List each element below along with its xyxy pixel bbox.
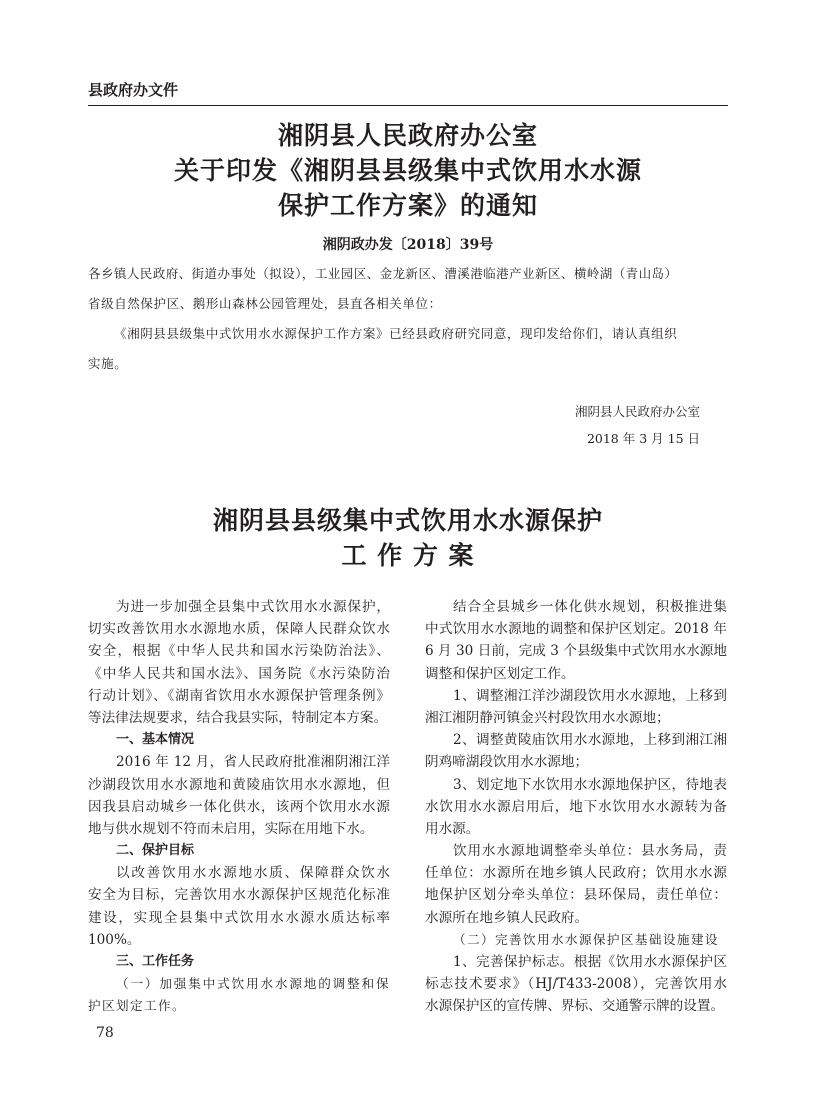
paragraph-line: 以改善饮用水水源地水质、保障群众饮水 xyxy=(116,865,390,882)
header-divider xyxy=(88,105,728,106)
document-number: 湘阴政办发〔2018〕39号 xyxy=(322,237,494,253)
paragraph-line: 2、调整黄陵庙饮用水水源地，上移到湘江湘 xyxy=(453,732,727,749)
paragraph-line: 任单位：水源所在地乡镇人民政府；饮用水水源 xyxy=(425,865,727,882)
paragraph-line: 安全，根据《中华人民共和国水污染防治法》、 xyxy=(88,643,390,660)
notice-title-line-2: 关于印发《湘阴县县级集中式饮用水水源 xyxy=(173,156,642,185)
paragraph-line: （一）加强集中式饮用水水源地的调整和保 xyxy=(116,976,390,992)
paragraph-line: （二）完善饮用水水源保护区基础设施建设 xyxy=(453,931,719,947)
section-heading: 三、工作任务 xyxy=(116,954,195,969)
notice-title-line-1: 湘阴县人民政府办公室 xyxy=(277,121,538,150)
recipients-line-2: 省级自然保护区、鹅形山森林公园管理处，县直各相关单位： xyxy=(88,296,442,311)
section-heading: 一、基本情况 xyxy=(116,732,195,748)
paragraph-line: 《中华人民共和国水法》、国务院《水污染防治 xyxy=(88,665,390,682)
paragraph-line: 地与供水规划不符而未启用，实际在用地下水。 xyxy=(88,820,374,837)
paragraph-line: 2016 年 12 月，省人民政府批准湘阴湘江洋 xyxy=(116,754,390,771)
paragraph-line: 结合全县城乡一体化供水规划，积极推进集 xyxy=(453,599,727,615)
paragraph-line: 为进一步加强全县集中式饮用水水源保护， xyxy=(116,599,390,615)
paragraph-line: 沙湖段饮用水水源地和黄陵庙饮用水水源地，但 xyxy=(88,776,390,793)
paragraph-line: 建设，实现全县集中式饮用水水源水质达标率 xyxy=(88,909,390,926)
plan-title-line-2: 工 作 方 案 xyxy=(341,541,475,570)
left-column xyxy=(88,596,390,1018)
paragraph-line: 1、调整湘江洋沙湖段饮用水水源地，上移到 xyxy=(453,687,727,704)
plan-title-line-1: 湘阴县县级集中式饮用水水源保护 xyxy=(212,506,603,535)
paragraph-line: 水源所在地乡镇人民政府。 xyxy=(425,909,589,926)
paragraph-line: 等法律法规要求，结合我县实际，特制定本方案。 xyxy=(88,709,388,726)
paragraph-line: 行动计划》、《湖南省饮用水水源保护管理条例》 xyxy=(88,687,390,704)
page-number: 78 xyxy=(96,1025,114,1041)
paragraph-line: 中式饮用水水源地的调整和保护区划定。2018 年 xyxy=(425,621,727,638)
paragraph-line: 因我县启动城乡一体化供水，该两个饮用水水源 xyxy=(88,798,390,815)
paragraph-line: 水源保护区的宣传牌、界标、交通警示牌的设置。 xyxy=(425,998,725,1015)
paragraph-line: 安全为目标，完善饮用水水源保护区规范化标准 xyxy=(88,887,390,904)
section-header: 县政府办文件 xyxy=(88,81,179,99)
notice-body-line-1: 《湘阴县县级集中式饮用水水源保护工作方案》已经县政府研究同意，现印发给你们，请认真组织 xyxy=(114,326,678,341)
paragraph-line: 100%。 xyxy=(88,931,141,948)
notice-body-line-2: 实施。 xyxy=(88,356,128,371)
paragraph-line: 调整和保护区划定工作。 xyxy=(425,665,575,682)
paragraph-line: 6 月 30 日前，完成 3 个县级集中式饮用水水源地 xyxy=(425,643,727,660)
paragraph-line: 用水源。 xyxy=(425,820,480,837)
signature: 湘阴县人民政府办公室 xyxy=(574,404,700,419)
paragraph-line: 护区划定工作。 xyxy=(88,998,186,1014)
paragraph-line: 3、划定地下水饮用水水源地保护区，待地表 xyxy=(453,776,727,793)
right-column xyxy=(425,596,727,1018)
paragraph-line: 1、完善保护标志。根据《饮用水水源保护区 xyxy=(453,954,727,970)
paragraph-line: 标志技术要求》（HJ/T433-2008），完善饮用水 xyxy=(425,976,727,993)
notice-title-line-3: 保护工作方案》的通知 xyxy=(277,191,538,220)
section-heading: 二、保护目标 xyxy=(116,843,195,859)
paragraph-line: 地保护区划分牵头单位：县环保局，责任单位： xyxy=(425,887,727,904)
paragraph-line: 湘江湘阴静河镇金兴村段饮用水水源地； xyxy=(425,709,670,726)
paragraph-line: 切实改善饮用水水源地水质，保障人民群众饮水 xyxy=(88,621,390,638)
paragraph-line: 饮用水水源地调整牵头单位：县水务局，责 xyxy=(453,843,727,860)
paragraph-line: 水饮用水水源启用后，地下水饮用水水源转为备 xyxy=(425,798,727,815)
date: 2018 年 3 月 15 日 xyxy=(586,431,700,446)
paragraph-line: 阴鸡啼湖段饮用水水源地； xyxy=(425,754,589,771)
recipients-line-1: 各乡镇人民政府、街道办事处（拟设），工业园区、金龙新区、漕溪港临港产业新区、横岭湖（青山岛） xyxy=(88,266,678,281)
